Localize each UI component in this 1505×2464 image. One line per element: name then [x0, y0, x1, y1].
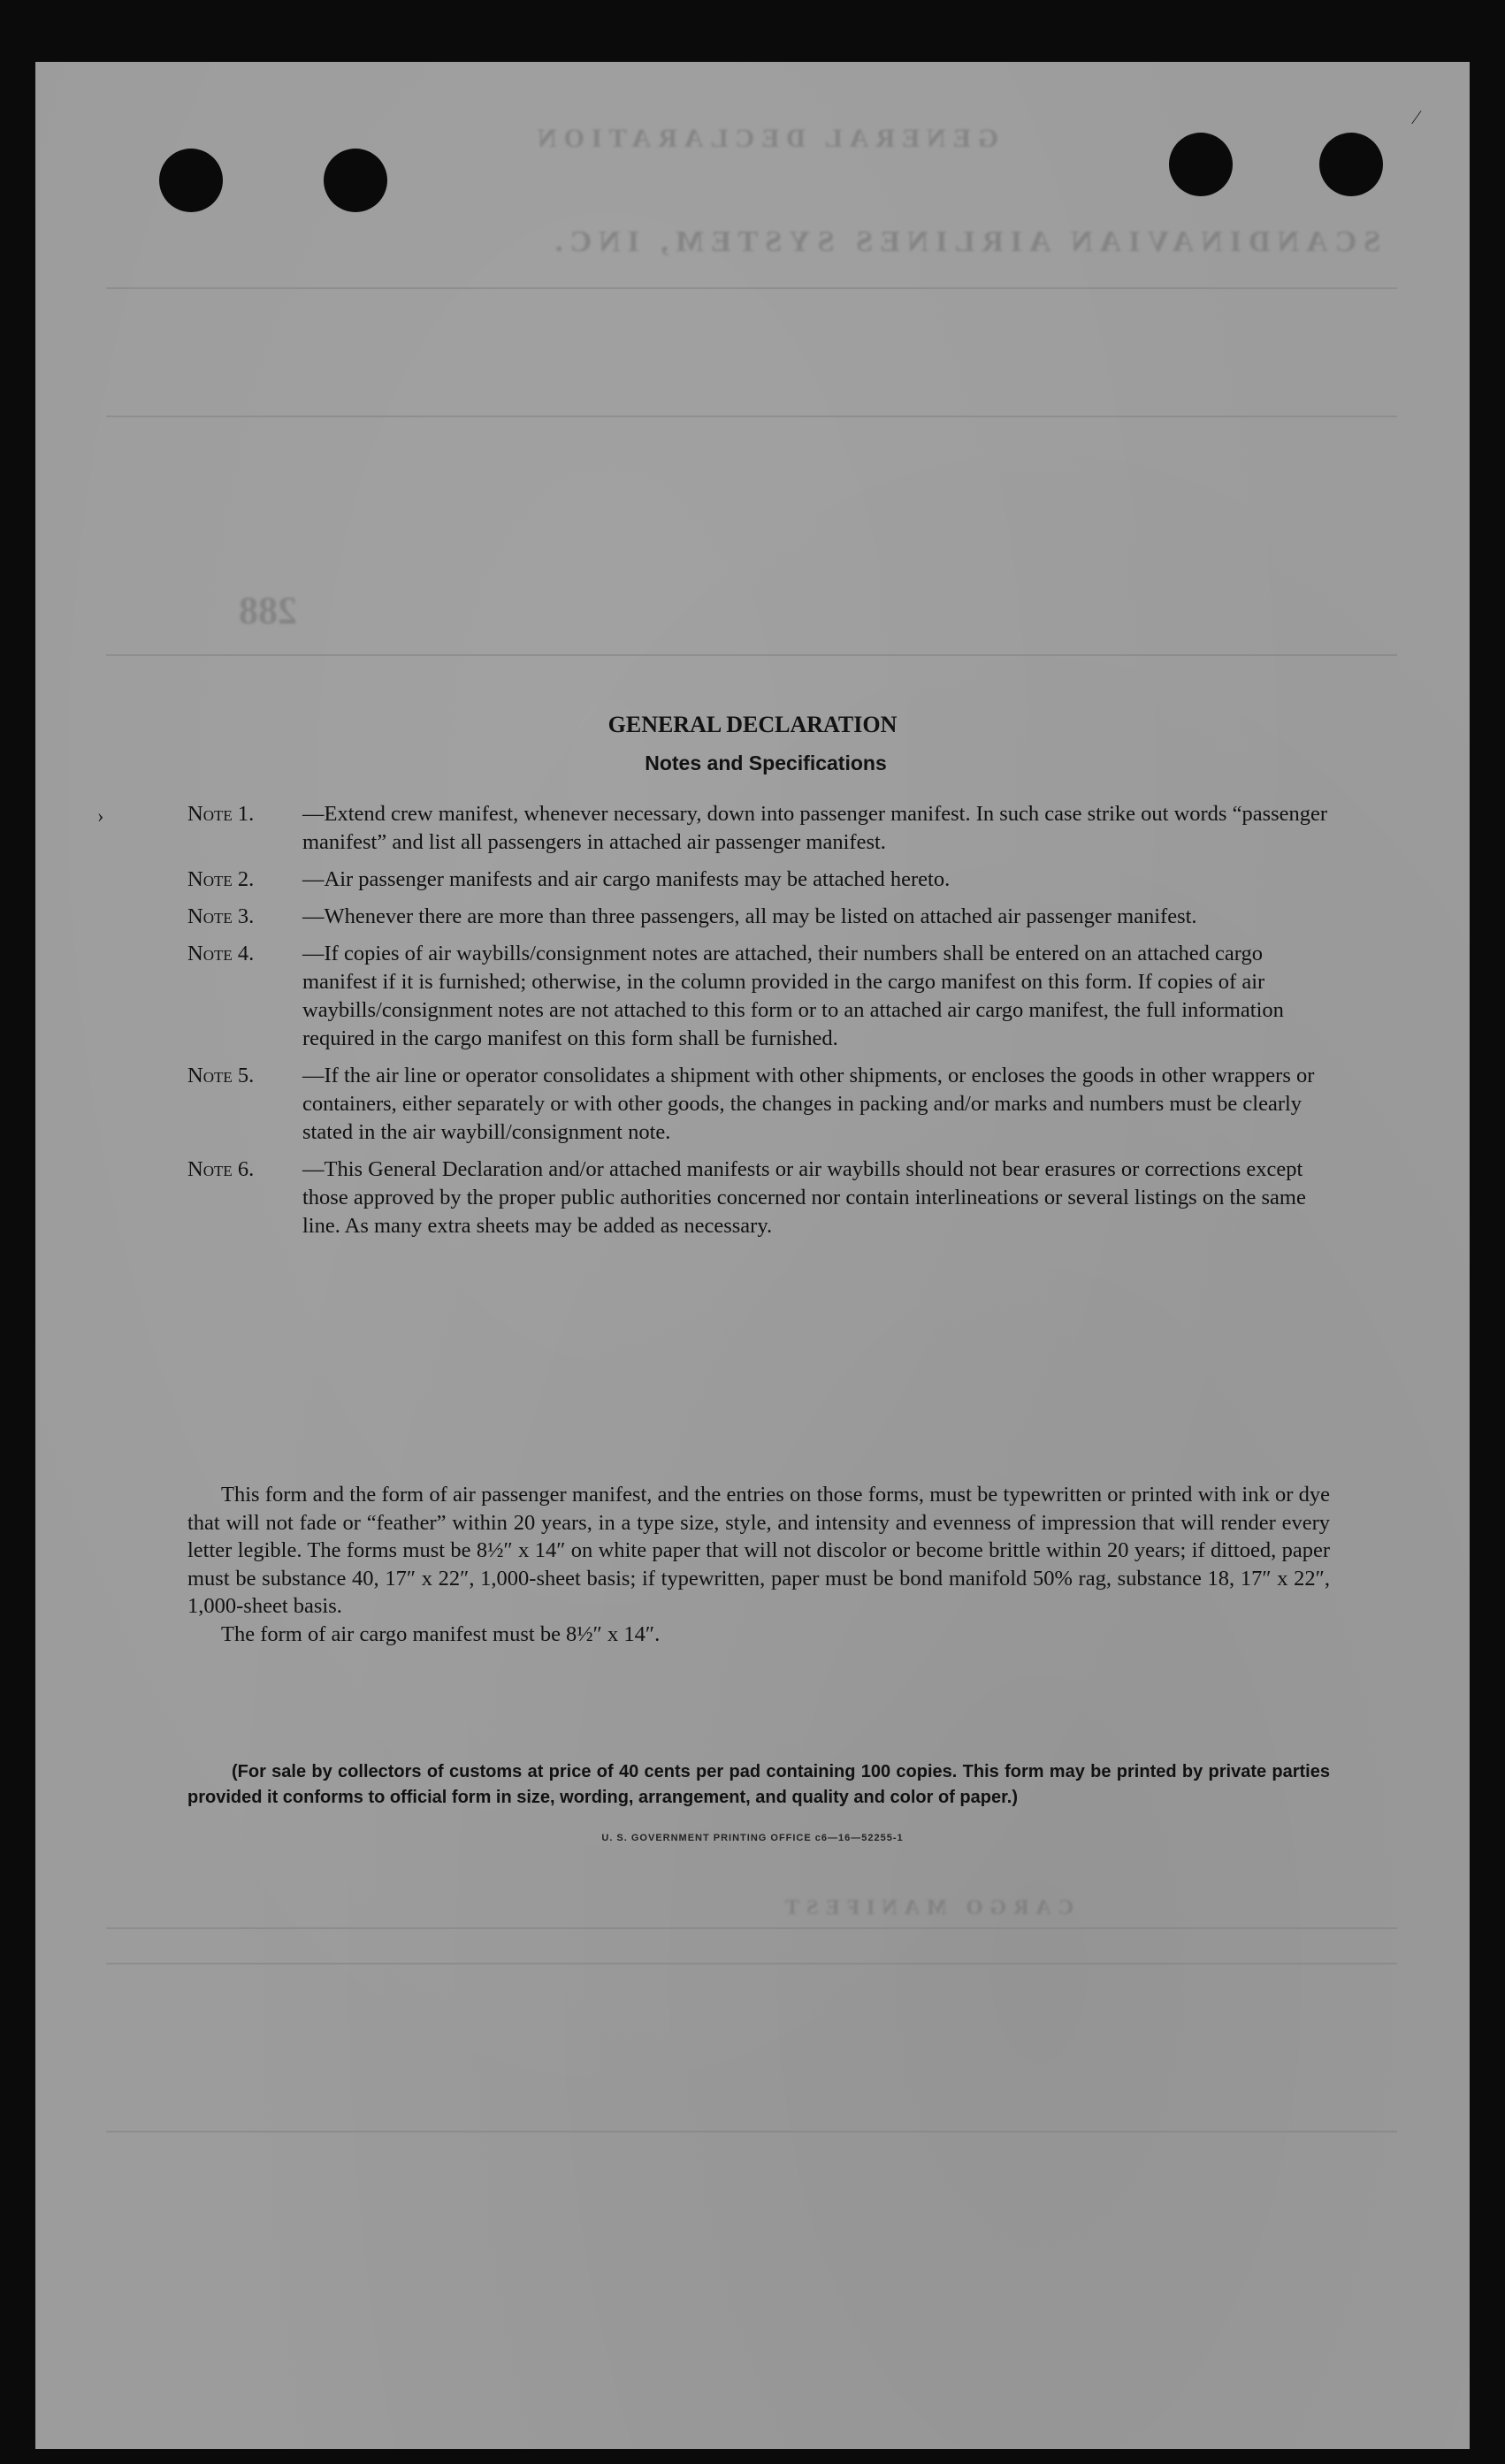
note-label: Note 4. — [187, 942, 255, 965]
note-label: Note 2. — [187, 867, 255, 891]
bleed-through-rule — [106, 416, 1397, 417]
note-label: Note 1. — [187, 802, 255, 826]
note-text: —Air passenger manifests and air cargo manifests may be attached hereto. — [302, 867, 951, 891]
bleed-through-rule — [106, 1963, 1397, 1964]
bleed-through-number: 288 — [239, 589, 297, 632]
form-requirements — [187, 1481, 1330, 1648]
bleed-through-rule — [106, 287, 1397, 289]
note-text: —This General Declaration and/or attached manifests or air waybills should not bear erasures or corrections except those approved by the proper public authorities concerned nor contain interlineations or several listings on the same line. As many extra sheets may be added as necessary. — [302, 1157, 1306, 1238]
page-subtitle: Notes and Specifications — [645, 751, 887, 774]
notes-list — [187, 800, 1337, 1249]
bleed-through-rule — [106, 2131, 1397, 2132]
note-item — [187, 1062, 1337, 1147]
note-text: —If the air line or operator consolidates a shipment with other shipments, or encloses the goods in other wrappers or containers, either separately or with other goods, the changes in packing and/or marks and numbers must be clearly stated in the air waybill/consignment note. — [302, 1064, 1315, 1144]
bleed-through-operator: SCANDINAVIAN AIRLINES SYSTEM, INC. — [548, 225, 1381, 258]
punch-hole-right-1 — [1169, 133, 1233, 196]
bleed-through-rule — [106, 654, 1397, 656]
document-page — [35, 62, 1470, 2449]
note-text: —Whenever there are more than three passengers, all may be listed on attached air passenger manifest. — [302, 904, 1197, 928]
cargo-size-line: The form of air cargo manifest must be 8½″ x 14″. — [221, 1621, 661, 1646]
note-label: Note 5. — [187, 1064, 255, 1087]
note-item — [187, 1156, 1337, 1240]
stray-mark: ⁄ — [1415, 106, 1418, 128]
bleed-through-rule — [106, 1927, 1397, 1929]
bleed-through-heading: GENERAL DECLARATION — [531, 124, 999, 153]
note-text: —Extend crew manifest, whenever necessary, down into passenger manifest. In such case strike out words “passenger manifest” and list all passengers in attached air passenger manifest. — [302, 802, 1328, 854]
printer-line: U. S. GOVERNMENT PRINTING OFFICE c6—16—52255-1 — [601, 1833, 904, 1843]
sale-note-text: (For sale by collectors of customs at price of 40 cents per pad containing 100 copies. This form may be printed by private parties provided it conforms to official form in size, wording, arrangement, and quality and color of paper.) — [187, 1762, 1330, 1807]
note-item — [187, 800, 1337, 857]
note-label: Note 6. — [187, 1157, 255, 1181]
form-requirements-text: This form and the form of air passenger manifest, and the entries on those forms, must be typewritten or printed with ink or dye that will not fade or “feather” within 20 years, in a type size, style, and intensity and evenness of impression that will render every letter legible. The forms must be 8½″ x 14″ on white paper that will not discolor or become brittle within 20 years; if dittoed, paper must be substance 40, 17″ x 22″, 1,000-sheet basis; if typewritten, paper must be bond manifold 50% rag, substance 18, 17″ x 22″, 1,000-sheet basis. — [187, 1483, 1330, 1618]
punch-hole-right-2 — [1319, 133, 1383, 196]
page-title: GENERAL DECLARATION — [607, 712, 898, 737]
note-label: Note 3. — [187, 904, 255, 928]
sale-note — [187, 1759, 1330, 1811]
note-item — [187, 866, 1337, 894]
bleed-through-cargo-heading: CARGO MANIFEST — [778, 1896, 1074, 1919]
punch-hole-left-2 — [324, 149, 387, 212]
note-item — [187, 940, 1337, 1053]
stray-mark: › — [97, 805, 104, 827]
punch-hole-left-1 — [159, 149, 223, 212]
note-text: —If copies of air waybills/consignment notes are attached, their numbers shall be entered on an attached cargo manifest if it is furnished; otherwise, in the column provided in the cargo manifest on this form. If copies of air waybills/consignment notes are not attached to this form or to an attached air cargo manifest, the full information required in the cargo manifest on this form shall be furnished. — [302, 942, 1284, 1050]
note-item — [187, 903, 1337, 931]
